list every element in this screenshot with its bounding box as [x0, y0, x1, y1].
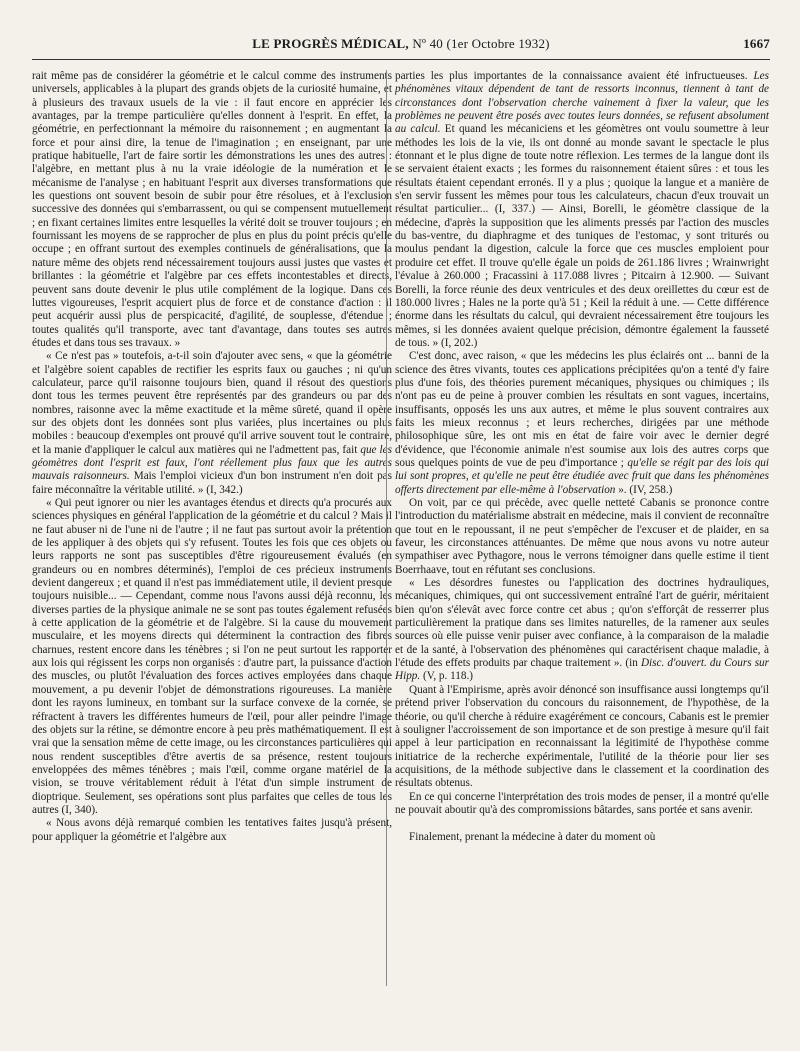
paragraph-text-continued: ». (IV, 258.)	[615, 483, 673, 496]
paragraph	[395, 497, 769, 577]
paragraph	[395, 831, 769, 844]
italic-passage: que les géomètres dont l'esprit est faux, l'ont réellement plus faux que les autres mauvais raisonneurs.	[32, 443, 392, 483]
paragraph-text: parties les plus importantes de la connaissance avaient été infructueuses.	[395, 70, 754, 82]
paragraph-text: « Qui peut ignorer ou nier les avantages étendus et directs qu'a procurés aux sciences physiques en général l'application de la géométrie et du calcul ? Mais il ne faut abuser ni de l'une ni de l'autre ; il ne faut pas surtout avoir la prétention de les appliquer à des objets qui s'y refusent. Toutes les fois que ces objets ou leurs rapports ne sont pas susceptibles d'être rigoureusement évalués (en grandeurs ou en nombres déterminés), l'emploi de ces précieux instruments devient dangereux ; et quand il n'est pas immédiatement utile, il devient presque toujours nuisible... — Cependant, comme nous l'avons aussi déjà reconnu, les diverses parties de la physique animale ne se sont pas toutes également refusées à cette application de la géométrie et de l'algèbre. Si la cause du mouvement musculaire, et les moyens directs qui déterminent la contraction des fibres charnues, restent encore dans les ténèbres ; si l'on ne peut surtout les rapporter aux lois qui régissent les corps non organisés : d'autre part, la puissance d'action des muscles, ou plutôt l'évaluation des forces actives employées dans chaque mouvement, a pu devenir l'objet de démonstrations rigoureuses. La manière dont les rayons lumineux, en tombant sur la surface convexe de la cornée, se réfractent à travers les différentes humeurs de l'œil, pour aller peindre l'image des objets sur la rétine, se démontre encore à peu près mathématiquement. Il est vrai que la sensation même de cette image, ou les circonstances particulières qui nous rendent susceptibles d'être avertis de sa présence, restent toujours enveloppées des mêmes ténèbres ; mais l'œil, comme organe matériel de la vision, se trouve véritablement réduit à l'état d'un simple instrument de dioptrique. Seulement, ses opérations sont plus parfaites que celles de tous les autres (I, 340).	[32, 497, 392, 816]
paragraph-text: En ce qui concerne l'interprétation des trois modes de penser, il a montré qu'elle ne pouvait aboutir qu'à des compromissions bâtardes, sans portée et sans avenir.	[395, 790, 769, 816]
paragraph-text-continued: Et quand les mécaniciens et les géomètres ont voulu soumettre à leur méthodes les lois de la vie, ils ont donné au monde savant le spectacle le plus étonnant et le plus digne de toute notre réflexion. Les termes de la langue dont ils se servaient étaient exacts ; les formes du raisonnement étaient sûres : et tous les résultats étaient cependant erronés. Il y a plus ; quoique la langue et a manière de s'en servir fussent les mêmes pour tous les calculateurs, chacun d'eux trouvait un résultat particulier... (I, 337.) — Ainsi, Borelli, le géomètre classique de la médecine, d'après la supposition que les aliments pressés par l'action des muscles du bas-ventre, du diaphragme et des tuniques de l'estomac, y sont triturés ou moulus pendant la digestion, calcule la force que ces muscles emploient pour produire cet effet. Il trouve qu'elle égale un poids de 261.186 livres ; Wrainwright l'évalue à 260.000 ; Fracassini à 117.088 livres ; Pitcairn à 12.900. — Suivant Borelli, la force réunie des deux ventricules et des deux oreillettes du cœur est de 180.000 livres ; Hales ne la porte qu'à 51 ; Keil la réduit à une. — Cette différence énorme dans les résultats du calcul, qui devraient nécessairement être toujours les mêmes, si les données avaient quelque précision, démontre également la fausseté de tous. » (I, 202.)	[395, 123, 769, 349]
journal-title	[32, 36, 770, 52]
paragraph-text: « Nous avons déjà remarqué combien les tentatives faites jusqu'à présent, pour appliquer la géométrie et l'algèbre aux	[32, 817, 392, 843]
paragraph-text: C'est donc, avec raison, « que les médecins les plus éclairés ont ... banni de la science des êtres vivants, toutes ces applications précipitées qu'on a tenté d'y faire plus d'une fois, des théories purement mécaniques, physiques ou chimiques ; ils n'ont pas eu de peine à prouver combien les résultats en sont vagues, incertains, insuffisants, opposés les uns aux autres, et même le plus souvent contraires aux faits les mieux reconnus ; et leurs recherches, dirigées par une méthode philosophique sûre, les ont mis en état de faire voir avec le dernier degré d'évidence, que l'économie animale n'est soumise aux lois des autres corps que sous quelques points de vue de peu d'importance ;	[395, 350, 769, 469]
issue-date: Nº 40 (1er Octobre 1932)	[412, 36, 550, 51]
paragraph-text-continued: Mais l'emploi vicieux d'un bon instrument n'en doit pas faire méconnaître la véritable utilité. » (I, 342.)	[32, 470, 392, 496]
paragraph-text: Finalement, prenant la médecine à dater du moment où	[409, 830, 656, 843]
paragraph	[395, 70, 769, 350]
paragraph	[395, 350, 769, 497]
italic-passage: qu'elle se régit par des lois qui lui sont propres, et qu'elle ne peut être étudiée avec fruit que dans les phénomènes offerts directement par elle-même à l'observation	[395, 456, 769, 496]
paragraph	[32, 497, 392, 817]
paragraph-text: rait même pas de considérer la géométrie et le calcul comme des instruments universels, applicables à la plupart des grands objets de la curiosité humaine, et à plusieurs des travaux usuels de la vie : il faut encore en apprécier les avantages, par la trempe particulière qu'elles donnent à l'esprit. En effet, la géométrie, en perfectionnant la mémoire du raisonnement ; en augmentant la force et pour ainsi dire, la tenue de l'imagination ; en enseignant, par une pratique habituelle, l'art de faire sortir les démonstrations les unes des autres : l'algèbre, en mettant plus à nu la vraie idéologie de la numération et le mécanisme de l'analyse ; en habituant l'esprit aux diverses transformations que les questions ont souvent besoin de subir pour être résolues, et à l'exclusion successive des données qui s'embarrassent, ou qui se compensent mutuellement ; en fixant certaines limites entre lesquelles la vérité doit se trouver toujours ; en fournissant les moyens de se rapprocher de plus en plus du point précis qu'elle occupe ; en offrant surtout des exemples continuels de généralisations, que la nature même des objets rend nécessairement toujours aussi justes que vastes et brillantes : la géométrie et l'algèbre par ces effets incontestables et directs, peuvent sans doute devenir le plus utile complément de la logique. Dans ces luttes vigoureuses, l'esprit acquiert plus de force et de constance d'action : il peut acquérir aussi plus de perspicacité, d'agilité, de souplesse, d'étendue ; toutes qualités qu'il transporte, avec tant d'avantage, dans toutes ses autres études et dans tous ses travaux. »	[32, 70, 392, 349]
right-column	[395, 70, 769, 988]
column-divider	[386, 70, 387, 986]
paragraph	[395, 791, 769, 818]
paragraph-text: On voit, par ce qui précède, avec quelle netteté Cabanis se prononce contre l'introduction du matérialisme abstrait en médecine, mais il convient de reconnaître que tout en le repoussant, il ne peut s'empêcher de l'excuser et de plaider, en sa faveur, les circonstances atténuantes. De même que nous avons vu notre auteur sympathiser avec Pythagore, nous le verrons témoigner dans quelle estime il tient Boerrhaave, tout en réfutant ses conclusions.	[395, 497, 769, 576]
paragraph	[395, 684, 769, 791]
paragraph	[395, 817, 769, 830]
paragraph-text: Quant à l'Empirisme, après avoir dénoncé son insuffisance aussi longtemps qu'il prétend priver l'observation du concours du raisonnement, de l'hypothèse, de la théorie, ou qu'il cherche à réduire exagérément ce concours, Cabanis est le premier à souligner l'accroissement de son importance et de son prestige à mesure qu'il fait appel à leur participation en reconnaissant la légitimité de l'hypothèse comme initiatrice de la recherche expérimentale, l'utilité de la théorie pour lier ses acquisitions, de la méthode subjective dans le classement et la coordination des résultats obtenus.	[395, 683, 769, 790]
journal-name: LE PROGRÈS MÉDICAL,	[252, 36, 409, 51]
paragraph-text: « Ce n'est pas » toutefois, a-t-il soin d'ajouter avec sens, « que la géométrie et l'algèbre soient capables de rectifier les esprits faux ou gauches ; ni qu'un calculateur, parce qu'il raisonne toujours bien, quand il résout des questions dont tous les termes peuvent être représentés par des grandeurs ou par des nombres, raisonne avec la même exactitude et la même sûreté, quand il opère sur des objets dont les données sont plus variées, plus incertaines ou plus mobiles : beaucoup d'exemples ont prouvé qu'il arrive souvent tout le contraire, et la manie d'appliquer le calcul aux matières qui ne l'admettent pas, fait	[32, 350, 392, 456]
page-number: 1667	[743, 36, 770, 51]
paragraph	[395, 577, 769, 684]
italic-passage: Disc. d'ouvert. du Cours sur Hipp.	[395, 657, 769, 683]
header-rule	[32, 59, 770, 60]
italic-passage: Les phénomènes vitaux dépendent de tant de ressorts inconnus, tiennent à tant de circonstances dont l'observation cherche vainement à fixer la valeur, que les problèmes ne peuvent être posés avec toutes leurs données, se refusent absolument au calcul.	[395, 70, 769, 136]
paragraph	[32, 350, 392, 497]
paragraph	[32, 817, 392, 844]
paragraph	[32, 70, 392, 350]
left-column	[32, 70, 392, 988]
paragraph-text: « Les désordres funestes ou l'application des doctrines hydrauliques, mécaniques, chimiques, qui ont successivement entraîné l'art de guérir, méritaient bien qu'on s'élevât avec force contre cet abus ; qu'on s'efforçât de resserrer plus particulièrement la pratique dans ses limites naturelles, de la ramener aux seules sources où elle puisse venir puiser avec confiance, à la comparaison de la maladie et de la santé, à l'observation des phénomènes qui caractérisent chaque maladie, à l'étude des effets produits par chaque traitement ». (in	[395, 577, 769, 670]
paragraph-text-continued: (V, p. 118.)	[420, 670, 473, 683]
running-header	[32, 36, 770, 58]
